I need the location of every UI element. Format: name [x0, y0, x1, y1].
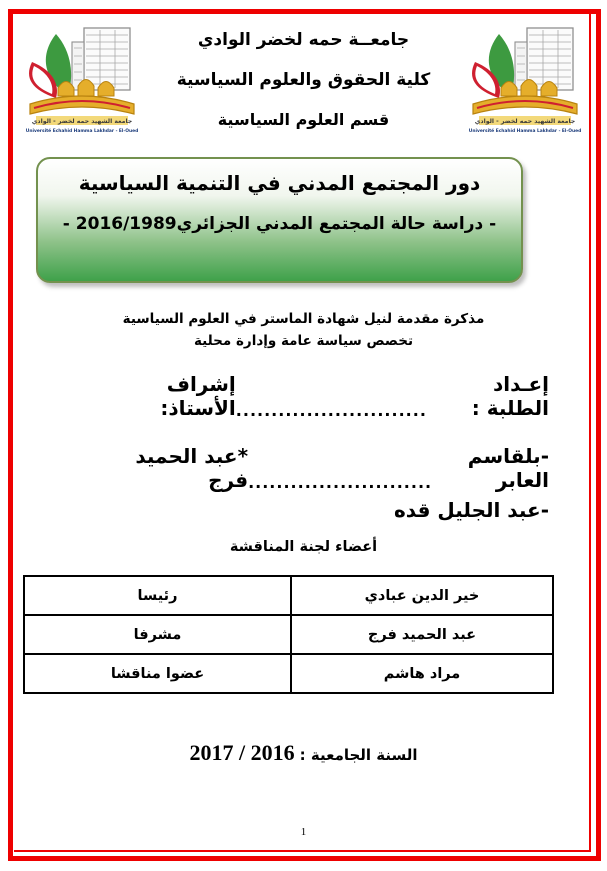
- logo-arabic-caption: جامعة الشهيد حمه لخضر - الوادي: [31, 118, 133, 125]
- university-name: جامعــة حمه لخضر الوادي: [197, 30, 410, 50]
- committee-member-role: رئيسا: [24, 576, 291, 615]
- thesis-title: دور المجتمع المدني في التنمية السياسية: [78, 171, 481, 195]
- prep-supervision-header: [104, 372, 549, 420]
- university-logo-icon: [465, 26, 585, 136]
- student1-name: -بلقاسم العابر: [467, 444, 549, 492]
- logo-french-caption: Université Echahid Hamma Lakhdar - El-Oued: [25, 129, 139, 134]
- university-logo-icon: [22, 26, 142, 136]
- department-name: قسم العلوم السياسية: [217, 110, 390, 129]
- committee-member-name: عبد الحميد فرج: [291, 615, 553, 654]
- committee-member-name: مراد هاشم: [291, 654, 553, 693]
- committee-table: [23, 575, 554, 694]
- dots-separator: ..........................: [248, 473, 433, 492]
- header-text: [142, 26, 465, 129]
- supervisor-name: *عبد الحميد فرج: [135, 444, 249, 492]
- supervisor-label: إشراف الأستاذ:: [160, 372, 236, 420]
- thesis-title-box: [36, 157, 523, 283]
- page-border-frame: [8, 9, 601, 861]
- academic-year-label: السنة الجامعية :: [299, 746, 418, 764]
- page-border-thin-bottom: [14, 850, 591, 852]
- table-row: [24, 615, 553, 654]
- logo-arabic-caption: جامعة الشهيد حمه لخضر - الوادي: [474, 118, 576, 125]
- memoir-line2: تخصص سياسة عامة وإدارة محلية: [193, 333, 414, 349]
- table-row: [24, 654, 553, 693]
- building-illustration: [72, 28, 130, 90]
- logo-french-caption: Université Echahid Hamma Lakhdar - El-Oued: [468, 129, 582, 134]
- committee-member-name: خير الدين عبادي: [291, 576, 553, 615]
- academic-year: [0, 740, 607, 766]
- student-supervisor-row: [116, 444, 549, 492]
- page-border-thin-right: [589, 14, 591, 851]
- academic-year-values: 2016 / 2017: [189, 740, 295, 765]
- header: [22, 26, 585, 136]
- committee-title: أعضاء لجنة المناقشة: [229, 539, 378, 555]
- thesis-subtitle: - دراسة حالة المجتمع المدني الجزائري2016/1989 -: [62, 214, 497, 234]
- building-illustration: [515, 28, 573, 90]
- students-label: إعـداد الطلبة :: [471, 372, 549, 420]
- table-row: [24, 576, 553, 615]
- page-number: 1: [300, 826, 307, 838]
- memoir-line1: مذكرة مقدمة لنيل شهادة الماستر في العلوم السياسية: [122, 311, 485, 327]
- memoir-description: [0, 308, 607, 352]
- student2-name: -عبد الجليل قده: [393, 498, 549, 522]
- committee-member-role: عضوا مناقشا: [24, 654, 291, 693]
- faculty-name: كلية الحقوق والعلوم السياسية: [176, 70, 431, 90]
- committee-member-role: مشرفا: [24, 615, 291, 654]
- dots-separator: ...........................: [235, 401, 427, 420]
